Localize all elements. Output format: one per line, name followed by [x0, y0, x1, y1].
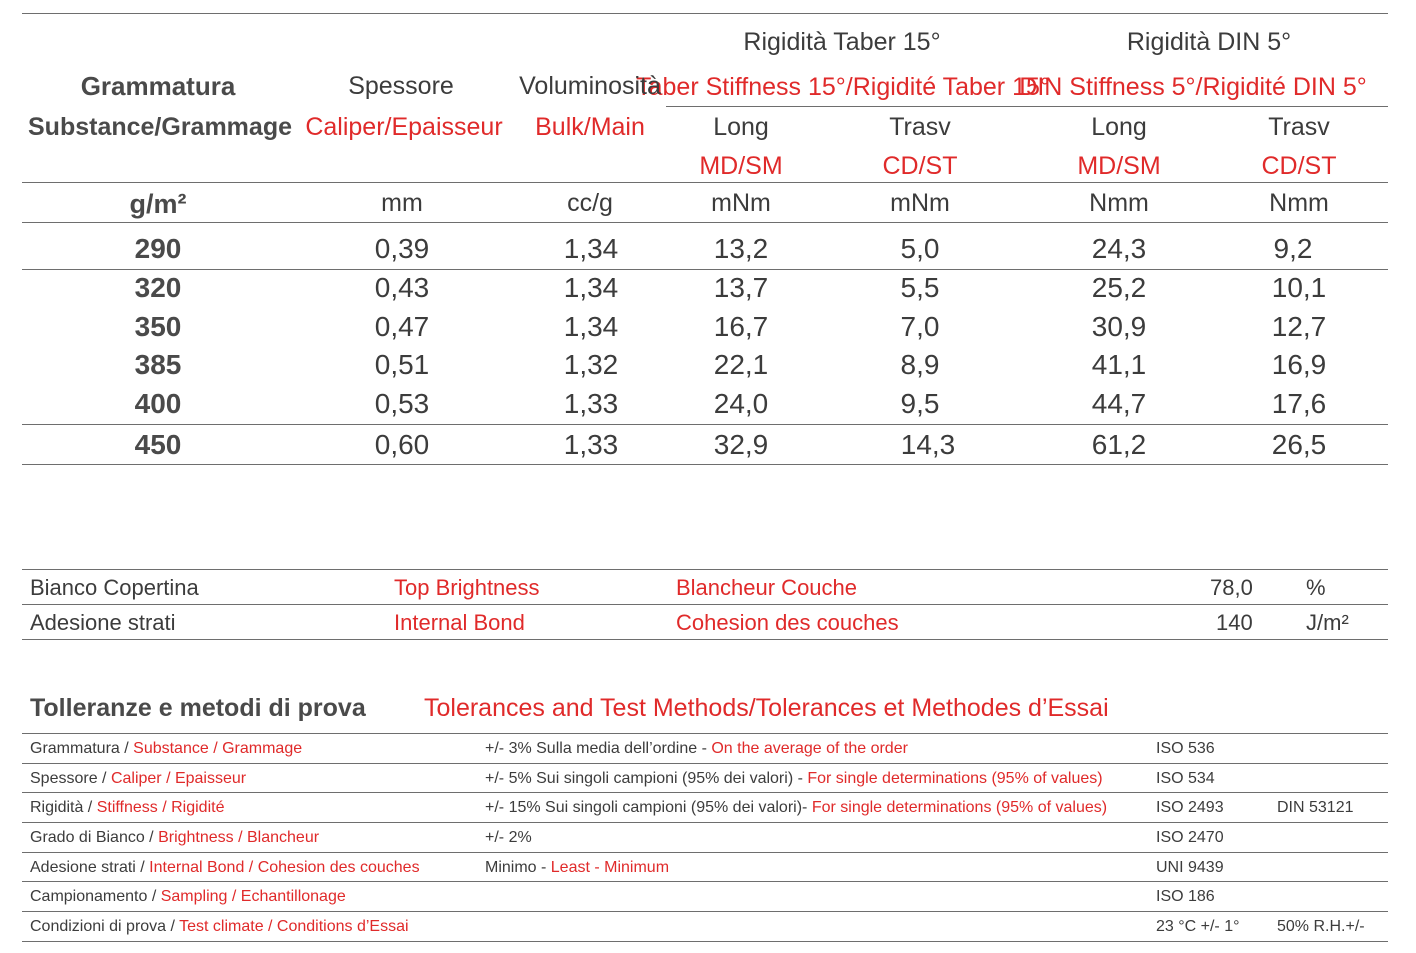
din-long-cell: 25,2 [1091, 272, 1147, 303]
tolerance-value: +/- 2% [485, 829, 532, 846]
taber-group-subtitle: Taber Stiffness 15°/Rigidité Taber 15° [636, 73, 1050, 101]
divider [22, 222, 1388, 223]
din-long-header: Long [1091, 113, 1147, 141]
property-value: 140 [1216, 610, 1253, 635]
divider [22, 911, 1388, 912]
din-trasv-cell: 16,9 [1271, 349, 1327, 380]
divider [22, 822, 1388, 823]
property-label-it: Bianco Copertina [30, 575, 199, 600]
property-label-fr: Cohesion des couches [676, 610, 899, 635]
volume-unit: cc/g [567, 189, 613, 217]
standard-1: 23 °C +/- 1° [1156, 918, 1240, 935]
divider [22, 639, 1388, 640]
divider [22, 569, 1388, 570]
tolerance-label: Spessore / Caliper / Epaisseur [30, 770, 247, 787]
grammatura-header-en: Substance/Grammage [28, 113, 292, 141]
divider [22, 464, 1388, 465]
volume-cell: 1,33 [563, 429, 619, 460]
tolerances-title-en: Tolerances and Test Methods/Tolerances et Methodes d’Essai [424, 694, 1109, 722]
tolerance-value: +/- 3% Sulla media dell’ordine - On the average of the order [485, 740, 908, 757]
tolerance-label: Adesione strati / Internal Bond / Cohesion des couches [30, 859, 420, 876]
divider [22, 424, 1388, 425]
taber-trasv-cell: 9,5 [900, 388, 940, 419]
din-trasv-cell: 9,2 [1273, 233, 1313, 264]
din-long-unit: Nmm [1089, 189, 1149, 217]
taber-long-cell: 32,9 [713, 429, 769, 460]
taber-long-unit: mNm [711, 189, 771, 217]
tolerances-title: Tolleranze e metodi di prova [30, 694, 366, 722]
divider [666, 106, 1388, 107]
din-long-header-en: MD/SM [1077, 152, 1161, 180]
taber-trasv-cell: 5,0 [900, 233, 940, 264]
din-trasv-cell: 17,6 [1271, 388, 1327, 419]
grammatura-cell: 320 [134, 272, 182, 303]
spessore-cell: 0,51 [374, 349, 430, 380]
din-trasv-cell: 10,1 [1271, 272, 1327, 303]
tolerance-value: Minimo - Least - Minimum [485, 859, 670, 876]
divider [22, 941, 1388, 942]
divider [22, 604, 1388, 605]
taber-trasv-header: Trasv [889, 113, 951, 141]
property-value: 78,0 [1210, 575, 1253, 600]
tolerance-label: Grammatura / Substance / Grammage [30, 740, 303, 757]
divider [22, 733, 1388, 734]
spessore-unit: mm [381, 189, 423, 217]
grammatura-cell: 290 [134, 233, 182, 264]
property-unit: % [1306, 575, 1326, 600]
standard-1: ISO 534 [1156, 770, 1215, 787]
property-unit: J/m² [1306, 610, 1349, 635]
divider [22, 269, 1388, 270]
din-group-subtitle: DIN Stiffness 5°/Rigidité DIN 5° [1019, 73, 1367, 101]
standard-2: 50% R.H.+/- [1277, 918, 1365, 935]
taber-long-cell: 13,2 [713, 233, 769, 264]
divider [22, 852, 1388, 853]
property-label-it: Adesione strati [30, 610, 176, 635]
spessore-cell: 0,47 [374, 311, 430, 342]
property-label-en: Internal Bond [394, 610, 525, 635]
taber-trasv-cell: 5,5 [900, 272, 940, 303]
tolerance-label: Campionamento / Sampling / Echantillonage [30, 888, 346, 905]
standard-1: ISO 536 [1156, 740, 1215, 757]
din-trasv-header-en: CD/ST [1261, 152, 1337, 180]
volume-cell: 1,34 [563, 311, 619, 342]
divider [22, 792, 1388, 793]
divider [22, 881, 1388, 882]
standard-1: ISO 2493 [1156, 799, 1224, 816]
taber-trasv-cell: 14,3 [900, 429, 956, 460]
tolerance-label: Condizioni di prova / Test climate / Conditions d’Essai [30, 918, 409, 935]
standard-1: UNI 9439 [1156, 859, 1224, 876]
volume-cell: 1,33 [563, 388, 619, 419]
tolerance-value: +/- 15% Sui singoli campioni (95% dei valori)- For single determinations (95% of values) [485, 799, 1108, 816]
grammatura-unit: g/m² [129, 189, 187, 219]
taber-long-cell: 24,0 [713, 388, 769, 419]
volume-cell: 1,34 [563, 233, 619, 264]
din-long-cell: 61,2 [1091, 429, 1147, 460]
taber-long-cell: 22,1 [713, 349, 769, 380]
divider [22, 182, 1388, 183]
volume-header-en: Bulk/Main [535, 113, 645, 141]
spessore-cell: 0,43 [374, 272, 430, 303]
din-trasv-header: Trasv [1268, 113, 1330, 141]
spessore-cell: 0,39 [374, 233, 430, 264]
din-long-cell: 24,3 [1091, 233, 1147, 264]
spessore-header: Spessore [348, 72, 454, 100]
din-long-cell: 44,7 [1091, 388, 1147, 419]
din-trasv-cell: 12,7 [1271, 311, 1327, 342]
tolerance-label: Grado di Bianco / Brightness / Blancheur [30, 829, 320, 846]
divider [22, 763, 1388, 764]
grammatura-cell: 450 [134, 429, 182, 460]
taber-long-header: Long [713, 113, 769, 141]
spessore-cell: 0,53 [374, 388, 430, 419]
din-trasv-unit: Nmm [1269, 189, 1329, 217]
taber-trasv-cell: 7,0 [900, 311, 940, 342]
din-group-title: Rigidità DIN 5° [1126, 28, 1292, 56]
grammatura-cell: 350 [134, 311, 182, 342]
taber-trasv-cell: 8,9 [900, 349, 940, 380]
volume-header: Voluminosità [519, 72, 661, 100]
standard-1: ISO 186 [1156, 888, 1215, 905]
tolerance-value: +/- 5% Sui singoli campioni (95% dei valori) - For single determinations (95% of values) [485, 770, 1103, 787]
volume-cell: 1,34 [563, 272, 619, 303]
taber-long-cell: 16,7 [713, 311, 769, 342]
divider [22, 13, 1388, 14]
taber-trasv-unit: mNm [890, 189, 950, 217]
din-long-cell: 30,9 [1091, 311, 1147, 342]
spessore-header-en: Caliper/Epaisseur [305, 113, 503, 141]
taber-long-cell: 13,7 [713, 272, 769, 303]
property-label-en: Top Brightness [394, 575, 540, 600]
grammatura-cell: 400 [134, 388, 182, 419]
spessore-cell: 0,60 [374, 429, 430, 460]
din-long-cell: 41,1 [1091, 349, 1147, 380]
grammatura-cell: 385 [134, 349, 182, 380]
property-label-fr: Blancheur Couche [676, 575, 858, 600]
volume-cell: 1,32 [563, 349, 619, 380]
standard-2: DIN 53121 [1277, 799, 1354, 816]
taber-group-title: Rigidità Taber 15° [743, 28, 941, 56]
standard-1: ISO 2470 [1156, 829, 1224, 846]
taber-trasv-header-en: CD/ST [882, 152, 958, 180]
taber-long-header-en: MD/SM [699, 152, 783, 180]
grammatura-header: Grammatura [80, 71, 236, 101]
tolerance-label: Rigidità / Stiffness / Rigidité [30, 799, 225, 816]
din-trasv-cell: 26,5 [1271, 429, 1327, 460]
